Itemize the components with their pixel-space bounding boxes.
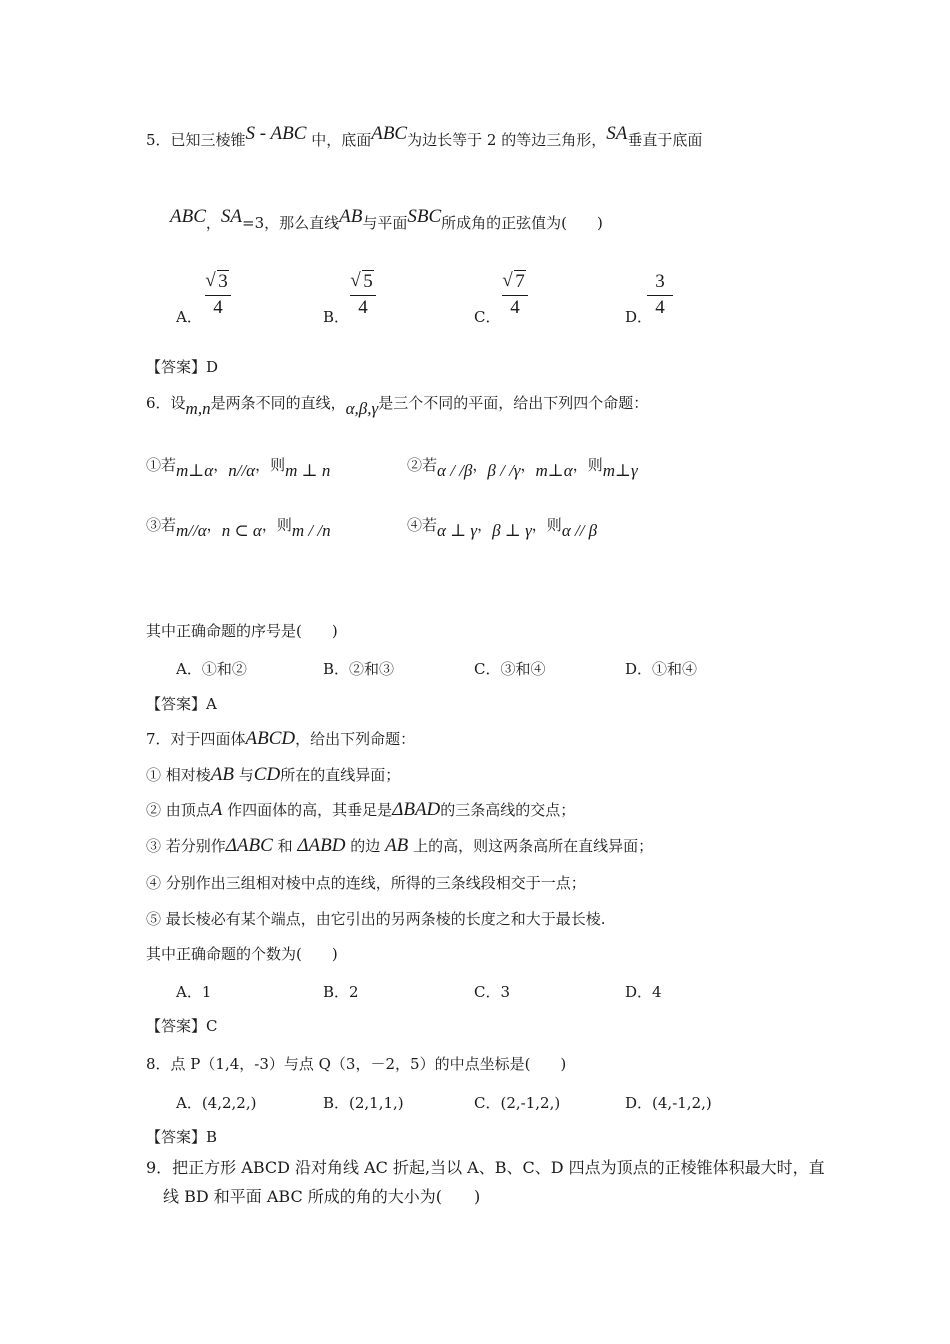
q6-option-a: A．①和② <box>176 660 247 678</box>
q6-option-b: B．②和③ <box>323 660 395 678</box>
fraction-numerator: 5 <box>363 271 373 292</box>
q6-math: m//α <box>176 521 207 540</box>
q6-line-1 <box>146 393 649 418</box>
q6-text: ③若 <box>146 516 177 534</box>
q6-prop-2 <box>407 455 638 480</box>
q7-statement-1 <box>146 765 400 785</box>
q7-statement-4: ④ 分别作出三组相对棱中点的连线，所得的三条线段相交于一点； <box>146 874 586 892</box>
q7-statement-5: ⑤ 最长棱必有某个端点，由它引出的另两条棱的长度之和大于最长棱. <box>146 910 606 928</box>
q6-prop-1 <box>146 455 331 480</box>
q6-text: ， <box>477 516 493 534</box>
q5-option-a <box>176 306 202 327</box>
q5-math: SA <box>220 206 243 227</box>
q6-math: m⊥α <box>176 461 214 480</box>
q6-text: ④若 <box>407 516 438 534</box>
q6-math: m⊥γ <box>602 461 638 480</box>
q6-math: β / /γ <box>487 461 521 480</box>
q7-option-b: B．2 <box>323 983 359 1001</box>
q7-option-a: A．1 <box>176 983 212 1001</box>
q5-option-b-fraction <box>348 270 378 319</box>
q7-math: CD <box>253 764 281 785</box>
q5-option-c-fraction <box>500 270 530 319</box>
q5-text: 为边长等于 2 的等边三角形， <box>407 131 607 149</box>
q5-text: 5．已知三棱锥 <box>146 131 246 149</box>
q6-text: ，则 <box>261 516 292 534</box>
q6-math: α ⊥ γ <box>437 521 478 540</box>
q5-text: 垂直于底面 <box>627 131 703 149</box>
q7-text: 的边 <box>350 837 381 855</box>
q7-text: 作四面体的高，其垂足是 <box>227 801 393 819</box>
q7-math: ΔABC <box>225 835 273 856</box>
q6-math: m / /n <box>291 521 331 540</box>
q7-text: 所在的直线异面； <box>280 766 401 784</box>
q7-math: ΔABD <box>297 835 346 856</box>
option-label: A． <box>176 308 202 326</box>
q6-text: ， <box>213 456 229 474</box>
q7-math: AB <box>385 835 409 856</box>
q6-text: ，则 <box>572 456 603 474</box>
q7-math: ΔBAD <box>392 799 441 820</box>
q6-math: m ⊥ n <box>285 461 331 480</box>
q9-line-1: 9．把正方形 ABCD 沿对角线 AC 折起,当以 A、B、C、D 四点为顶点的正棱锥体积最大时，直 <box>146 1158 825 1177</box>
q6-math: m⊥α <box>535 461 573 480</box>
option-label: D． <box>625 308 653 326</box>
q5-option-d-fraction <box>645 270 675 319</box>
q6-prop-3 <box>146 515 331 540</box>
q7-text: ，给出下列命题： <box>295 730 416 748</box>
q8-option-a: A．(4,2,2,) <box>176 1094 257 1112</box>
q6-option-c: C．③和④ <box>474 660 546 678</box>
q6-text: ， <box>520 456 536 474</box>
fraction-denominator: 4 <box>213 297 223 318</box>
q7-text: 和 <box>277 837 293 855</box>
q5-option-c <box>474 306 500 327</box>
q8-option-b: B．(2,1,1,) <box>323 1094 404 1112</box>
fraction-numerator: 7 <box>515 271 525 292</box>
q6-prop-4 <box>407 515 598 540</box>
q5-option-a-fraction <box>203 270 233 319</box>
q9-line-2: 线 BD 和平面 ABC 所成的角的大小为( ) <box>163 1187 481 1206</box>
q7-text: ② 由顶点 <box>146 801 211 819</box>
q6-math: α / /β <box>437 461 473 480</box>
q7-option-d: D．4 <box>625 983 662 1001</box>
q8-text: 8．点 P（1,4，-3）与点 Q（3，－2，5）的中点坐标是( ) <box>146 1055 567 1073</box>
q6-text: 是三个不同的平面，给出下列四个命题： <box>378 394 649 412</box>
q7-text: ① 相对棱 <box>146 766 211 784</box>
q6-text: ②若 <box>407 456 438 474</box>
q6-option-d: D．①和④ <box>625 660 698 678</box>
q5-math: SBC <box>407 206 442 227</box>
q5-text: 中，底面 <box>311 131 372 149</box>
q6-text: 是两条不同的直线， <box>210 394 346 412</box>
fraction-numerator: 3 <box>655 271 665 292</box>
q5-line-2 <box>170 206 603 233</box>
q7-line-1 <box>146 729 415 749</box>
q5-answer: 【答案】D <box>146 358 219 376</box>
q8-option-d: D．(4,-1,2,) <box>625 1094 712 1112</box>
q7-text: ③ 若分别作 <box>146 837 226 855</box>
q8-answer: 【答案】B <box>146 1128 218 1146</box>
q6-math: n//α <box>228 461 256 480</box>
q6-text: 6．设 <box>146 394 186 412</box>
q7-text: 7．对于四面体 <box>146 730 246 748</box>
q6-text: ①若 <box>146 456 177 474</box>
q7-answer: 【答案】C <box>146 1017 218 1035</box>
q7-math: ABCD <box>245 728 296 749</box>
option-label: C． <box>474 308 501 326</box>
q7-text: 的三条高线的交点； <box>440 801 576 819</box>
q7-statement-3 <box>146 836 653 856</box>
fraction-denominator: 4 <box>358 297 368 318</box>
q6-text: ， <box>206 516 222 534</box>
fraction-numerator: 3 <box>218 271 228 292</box>
q5-option-b <box>323 306 349 327</box>
q6-text: ，则 <box>531 516 562 534</box>
q5-text: 与平面 <box>362 214 408 232</box>
q5-text: =3，那么直线 <box>242 214 340 232</box>
q7-text: 与 <box>238 766 254 784</box>
q6-math: α,β,γ <box>345 399 379 418</box>
q6-text: ， <box>472 456 488 474</box>
q7-ask: 其中正确命题的个数为( ) <box>146 945 338 963</box>
q7-statement-2 <box>146 800 575 820</box>
q7-option-c: C．3 <box>474 983 511 1001</box>
q6-ask: 其中正确命题的序号是( ) <box>146 622 338 640</box>
q6-math: m,n <box>185 399 211 418</box>
q7-math: A <box>210 799 223 820</box>
q5-math: S - ABC <box>245 123 307 144</box>
q6-answer: 【答案】A <box>146 695 217 713</box>
q5-text: ， <box>205 214 221 232</box>
q6-math: β ⊥ γ <box>492 521 532 540</box>
q5-math: ABC <box>371 123 408 144</box>
q5-line-1 <box>146 123 703 150</box>
q7-text: 上的高，则这两条高所在直线异面； <box>413 837 654 855</box>
q5-text: 所成角的正弦值为( ) <box>441 214 603 232</box>
q8-option-c: C．(2,-1,2,) <box>474 1094 561 1112</box>
fraction-denominator: 4 <box>655 297 665 318</box>
q6-math: α // β <box>561 521 598 540</box>
q5-math: AB <box>339 206 363 227</box>
q7-math: AB <box>210 764 234 785</box>
option-label: B． <box>323 308 350 326</box>
q6-math: n ⊂ α <box>221 521 262 540</box>
q5-math: SA <box>606 123 628 144</box>
fraction-denominator: 4 <box>510 297 520 318</box>
q6-text: ，则 <box>255 456 286 474</box>
q5-math: ABC <box>170 206 206 227</box>
